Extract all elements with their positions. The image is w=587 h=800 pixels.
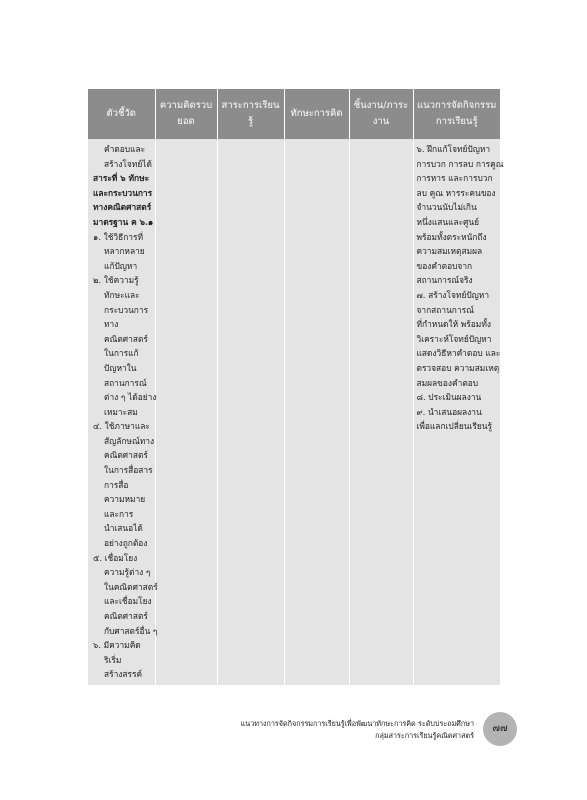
indicator-line: คณิตศาสตร์ bbox=[104, 611, 148, 621]
indicator-line: การสื่อ bbox=[104, 479, 129, 490]
footer-title: แนวทางการจัดกิจกรรมการเรียนรู้เพื่อพัฒนาทักษะการคิด ระดับประถมศึกษา bbox=[240, 719, 474, 728]
strand-heading: ทางคณิตศาสตร์ bbox=[93, 202, 152, 213]
header-work-task: ชิ้นงาน/ภาระงาน bbox=[349, 89, 413, 139]
indicator-line: ๕. เชื่อมโยง bbox=[93, 552, 138, 563]
table-header-row bbox=[88, 89, 500, 139]
indicator-line: ทักษะและ bbox=[104, 289, 140, 300]
header-concept: ความคิดรวบยอด bbox=[155, 89, 217, 139]
indicator-line: ๖. มีความคิด bbox=[93, 640, 141, 651]
indicator-cell bbox=[88, 139, 158, 685]
activity-line: ๘. ประเมินผลงาน bbox=[416, 392, 482, 403]
indicator-line: ๑. ใช้วิธีการที่ bbox=[93, 231, 144, 242]
strand-heading: และกระบวนการ bbox=[93, 187, 153, 198]
activity-line: จำนวนนับไม่เกิน bbox=[416, 202, 477, 213]
activity-line: ของคำตอบจาก bbox=[416, 260, 473, 271]
activity-line: ลบ คูณ หารระคนของ bbox=[416, 187, 496, 198]
indicator-line: ทาง bbox=[104, 319, 119, 330]
activity-line: วิเคราะห์โจทย์ปัญหา bbox=[416, 333, 492, 344]
indicator-line: สร้างโจทย์ได้ bbox=[104, 158, 152, 169]
header-learning-activity: แนวการจัดกิจกรรมการเรียนรู้ bbox=[413, 89, 500, 139]
activity-line: สมผลของคำตอบ bbox=[416, 377, 479, 388]
indicator-line: สัญลักษณ์ทาง bbox=[104, 435, 155, 446]
indicator-line: เหมาะสม bbox=[104, 406, 138, 417]
indicator-line: ปัญหาใน bbox=[104, 362, 137, 373]
indicator-line: คณิตศาสตร์ bbox=[104, 450, 148, 461]
concept-cell bbox=[155, 139, 217, 685]
indicator-line: ๔. ใช้ภาษาและ bbox=[93, 421, 150, 432]
learning-activity-cell bbox=[413, 139, 504, 685]
work-task-cell bbox=[349, 139, 413, 685]
table-row bbox=[88, 139, 500, 685]
thinking-skill-cell bbox=[284, 139, 349, 685]
indicator-line: คณิตศาสตร์ bbox=[104, 333, 148, 344]
header-learning-content: สาระการเรียนรู้ bbox=[217, 89, 284, 139]
indicator-line: ในการสื่อสาร bbox=[104, 465, 153, 476]
activity-line: สถานการณ์จริง bbox=[416, 275, 473, 286]
indicator-line: สร้างสรรค์ bbox=[104, 669, 143, 680]
indicator-line: หลากหลาย bbox=[104, 246, 145, 257]
activity-line: ที่กำหนดให้ พร้อมทั้ง bbox=[416, 319, 491, 330]
activity-line: หนึ่งแสนและศูนย์ bbox=[416, 216, 480, 227]
curriculum-table bbox=[88, 89, 504, 680]
strand-heading: สาระที่ ๖ ทักษะ bbox=[93, 173, 150, 184]
activity-line: การบวก การลบ การคูณ bbox=[416, 158, 504, 169]
indicator-line: แก้ปัญหา bbox=[104, 260, 138, 271]
indicator-line: ในคณิตศาสตร์ bbox=[104, 581, 158, 592]
activity-line: ๙. นำเสนอผลงาน bbox=[416, 406, 482, 417]
indicator-line: กระบวนการ bbox=[104, 304, 149, 315]
activity-line: ตรวจสอบ ความสมเหตุ bbox=[416, 362, 500, 373]
indicator-line: กับศาสตร์อื่น ๆ bbox=[104, 625, 158, 636]
indicator-line: ต่าง ๆ ได้อย่าง bbox=[104, 392, 157, 403]
header-indicator: ตัวชี้วัด bbox=[88, 89, 155, 139]
indicator-line: ในการแก้ bbox=[104, 348, 139, 359]
page-footer bbox=[241, 718, 474, 742]
indicator-line: ๒. ใช้ความรู้ bbox=[93, 275, 139, 286]
indicator-line: สถานการณ์ bbox=[104, 377, 147, 388]
activity-line: เพื่อแลกเปลี่ยนเรียนรู้ bbox=[416, 421, 492, 432]
footer-subtitle: กลุ่มสาระการเรียนรู้คณิตศาสตร์ bbox=[375, 731, 474, 740]
indicator-line: ความหมาย bbox=[104, 494, 146, 505]
activity-line: จากสถานการณ์ bbox=[416, 304, 474, 315]
activity-line: ๗. สร้างโจทย์ปัญหา bbox=[416, 289, 490, 300]
page-number-badge: ๗๗ bbox=[483, 712, 517, 746]
indicator-line: และการ bbox=[104, 508, 134, 519]
indicator-line: ความรู้ต่าง ๆ bbox=[104, 567, 151, 578]
activity-line: ๖. ฝึกแก้โจทย์ปัญหา bbox=[416, 144, 491, 154]
indicator-line: ริเริ่ม bbox=[104, 654, 122, 665]
learning-content-cell bbox=[217, 139, 284, 685]
indicator-line: อย่างถูกต้อง bbox=[104, 538, 148, 549]
activity-line: การหาร และการบวก bbox=[416, 173, 493, 184]
activity-line: ความสมเหตุสมผล bbox=[416, 246, 483, 257]
indicator-line: คำตอบและ bbox=[104, 144, 146, 154]
header-thinking-skill: ทักษะการคิด bbox=[284, 89, 349, 139]
standard-heading: มาตรฐาน ค ๖.๑ bbox=[93, 216, 154, 227]
activity-line: พร้อมทั้งตระหนักถึง bbox=[416, 231, 487, 242]
indicator-line: และเชื่อมโยง bbox=[104, 596, 152, 607]
indicator-line: นำเสนอได้ bbox=[104, 523, 143, 534]
activity-line: แสดงวิธีหาคำตอบ และ bbox=[416, 348, 501, 359]
